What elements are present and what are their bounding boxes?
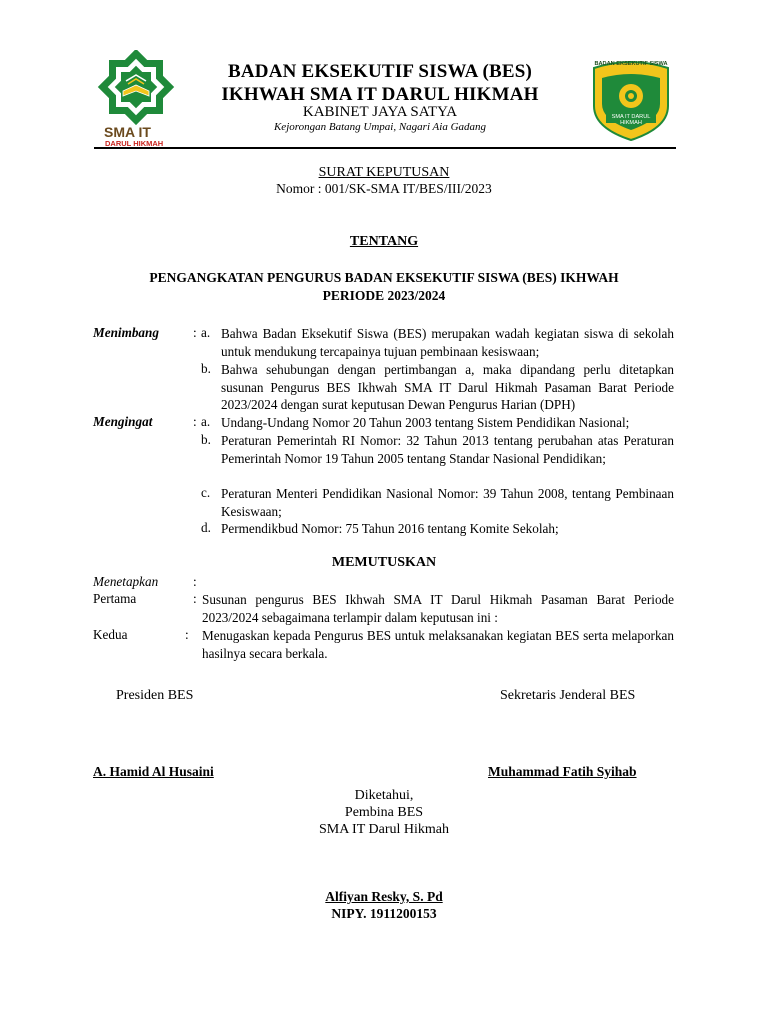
second-colon: :	[185, 627, 189, 642]
school-logo-name: SMA IT	[104, 124, 151, 140]
remembering-item-c: Peraturan Menteri Pendidikan Nasional Nomor: 39 Tahun 2008, tentang Pembinaan Kesiswaan;	[221, 486, 674, 519]
remembering-colon: :	[193, 414, 197, 429]
subject-line-1: PENGANGKATAN PENGURUS BADAN EKSEKUTIF SISWA (BES) IKHWAH	[149, 270, 619, 285]
advisor-school: SMA IT Darul Hikmah	[318, 822, 449, 837]
school-logo-subtitle: DARUL HIKMAH	[105, 139, 164, 148]
council-logo	[588, 58, 674, 142]
subject-line-2: PERIODE 2023/2024	[322, 288, 446, 303]
first-colon: :	[193, 591, 197, 606]
advisor-id: NIPY. 1911200153	[331, 906, 437, 921]
document-title: SURAT KEPUTUSAN	[318, 165, 450, 180]
header-divider	[94, 147, 676, 149]
president-name: A. Hamid Al Husaini	[93, 764, 214, 779]
header-organization: BADAN EKSEKUTIF SISWA (BES)	[227, 61, 533, 82]
remembering-item-b: Peraturan Pemerintah RI Nomor: 32 Tahun 2013 tentang perubahan atas Peraturan Pemerintah Nomor 19 Tahun 2005 tentang Standar Nasional Pendidikan;	[221, 433, 674, 466]
header-school: IKHWAH SMA IT DARUL HIKMAH	[221, 84, 539, 105]
considering-item-a: Bahwa Badan Eksekutif Siswa (BES) merupakan wadah kegiatan siswa di sekolah untuk mendukung tercapainya tujuan pembinaan kesiswaan;	[221, 326, 674, 359]
decision-heading: MEMUTUSKAN	[331, 555, 437, 570]
document-number: Nomor : 001/SK-SMA IT/BES/III/2023	[276, 181, 492, 196]
considering-colon: :	[193, 325, 197, 340]
council-shield-icon	[588, 58, 674, 142]
remembering-item-a: Undang-Undang Nomor 20 Tahun 2003 tentang Sistem Pendidikan Nasional;	[221, 415, 630, 430]
acknowledged-label: Diketahui,	[354, 788, 414, 803]
remembering-marker-c: c.	[201, 485, 211, 500]
considering-label: Menimbang	[93, 325, 159, 340]
establish-colon: :	[193, 574, 197, 589]
advisor-role: Pembina BES	[344, 805, 424, 820]
second-label: Kedua	[93, 627, 128, 642]
first-text: Susunan pengurus BES Ikhwah SMA IT Darul Hikmah Pasaman Barat Periode 2023/2024 sebagaimana terlampir dalam keputusan ini :	[202, 592, 674, 625]
school-logo	[94, 50, 178, 150]
second-text: Menugaskan kepada Pengurus BES untuk melaksanakan kegiatan BES serta melaporkan hasilnya secara berkala.	[202, 628, 674, 661]
secretary-role: Sekretaris Jenderal BES	[500, 688, 636, 703]
council-logo-top-text: BADAN EKSEKUTIF SISWA	[594, 61, 668, 67]
council-logo-bottom-text: SMA IT DARUL HIKMAH	[611, 114, 651, 126]
president-role: Presiden BES	[116, 688, 194, 703]
establish-label: Menetapkan	[93, 574, 159, 589]
remembering-marker-d: d.	[201, 520, 211, 535]
remembering-label: Mengingat	[93, 414, 153, 429]
considering-item-b: Bahwa sehubungan dengan pertimbangan a, maka dipandang perlu ditetapkan susunan Pengurus BES Ikhwah SMA IT Darul Hikmah Pasaman Barat Periode 2023/2024 dengan surat keputusan Dewan Pengurus Harian (DPH)	[221, 362, 674, 413]
advisor-name: Alfiyan Resky, S. Pd	[325, 889, 443, 904]
remembering-marker-b: b.	[201, 432, 211, 447]
remembering-item-d: Permendikbud Nomor: 75 Tahun 2016 tentang Komite Sekolah;	[221, 521, 559, 536]
header-cabinet: KABINET JAYA SATYA	[302, 104, 458, 120]
considering-marker-a: a.	[201, 325, 211, 340]
remembering-marker-a: a.	[201, 414, 211, 429]
about-heading: TENTANG	[349, 234, 419, 249]
considering-marker-b: b.	[201, 361, 211, 376]
secretary-name: Muhammad Fatih Syihab	[488, 764, 637, 779]
first-label: Pertama	[93, 591, 137, 606]
header-address: Kejorongan Batang Umpai, Nagari Aia Gadang	[273, 121, 487, 133]
